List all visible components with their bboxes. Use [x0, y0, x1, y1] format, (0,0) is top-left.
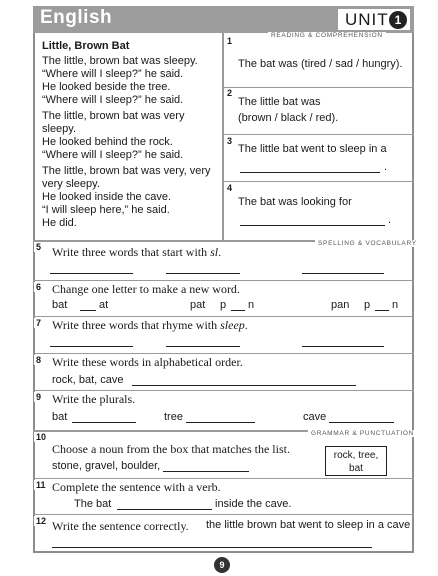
answer-blank[interactable]	[302, 273, 384, 274]
noun-box-line: bat	[349, 463, 363, 474]
story-line: He did.	[42, 217, 77, 229]
divider	[33, 478, 414, 479]
q9-word: bat	[52, 411, 68, 423]
q11-part-a: The bat	[74, 498, 112, 510]
answer-blank[interactable]	[240, 225, 385, 226]
noun-box-line: rock, tree,	[333, 450, 379, 461]
q8-words: rock, bat, cave	[52, 374, 124, 386]
q8-text: Write these words in alphabetical order.	[52, 355, 243, 369]
answer-blank[interactable]	[240, 172, 380, 173]
q7-text: Write three words that rhyme with sleep.	[52, 318, 248, 332]
story-title: Little, Brown Bat	[42, 40, 130, 52]
section-spelling: SPELLING & VOCABULARY	[315, 240, 420, 247]
story-line: “Where will I sleep?” he said.	[42, 68, 184, 80]
answer-blank[interactable]	[302, 346, 384, 347]
question-number: 10	[36, 432, 47, 442]
unit-badge	[338, 9, 410, 30]
story-line: The little, brown bat was very, very	[42, 165, 211, 177]
unit-number: 1	[389, 11, 407, 29]
story-passage	[35, 35, 221, 239]
q11-part-b: inside the cave.	[215, 498, 292, 510]
story-line: very sleepy.	[42, 178, 100, 190]
q6-text: Change one letter to make a new word.	[52, 282, 240, 296]
answer-blank[interactable]	[166, 346, 240, 347]
divider	[33, 316, 414, 317]
question-number: 8	[36, 355, 42, 365]
unit-label: UNIT	[345, 10, 389, 29]
letter-blank[interactable]	[375, 310, 389, 311]
story-line: The little, brown bat was very	[42, 110, 185, 122]
question-number: 3	[227, 136, 233, 146]
q9-word: cave	[303, 411, 327, 423]
q6-word: at	[99, 299, 109, 311]
q2-line2: (brown / black / red).	[238, 112, 339, 124]
q3-period: .	[384, 161, 388, 173]
answer-blank[interactable]	[72, 422, 136, 423]
divider	[33, 353, 414, 354]
section-reading: READING & COMPREHENSION	[268, 32, 386, 39]
page-header	[33, 6, 414, 33]
column-divider	[222, 33, 224, 240]
q6-word: p	[364, 299, 371, 311]
question-number: 4	[227, 183, 233, 193]
answer-blank[interactable]	[186, 422, 255, 423]
letter-blank[interactable]	[231, 310, 245, 311]
divider	[33, 514, 414, 515]
answer-blank[interactable]	[163, 471, 249, 472]
question-number: 5	[36, 242, 42, 252]
divider	[224, 134, 414, 135]
q6-word: n	[392, 299, 399, 311]
question-number: 7	[36, 318, 42, 328]
divider	[224, 87, 414, 88]
q11-text: Complete the sentence with a verb.	[52, 480, 221, 494]
subject-title: English	[40, 7, 113, 28]
q2-line1: The little bat was	[238, 96, 321, 108]
question-number: 2	[227, 88, 233, 98]
page-number: 9	[214, 557, 230, 573]
answer-blank[interactable]	[117, 509, 212, 510]
q1-text: The bat was (tired / sad / hungry).	[238, 58, 403, 70]
q6-word: bat	[52, 299, 68, 311]
noun-word-box	[325, 446, 387, 476]
section-grammar: GRAMMAR & PUNCTUATION	[308, 430, 417, 437]
q6-word: n	[248, 299, 255, 311]
story-line: He looked inside the cave.	[42, 191, 172, 203]
divider	[33, 390, 414, 391]
story-line: “Where will I sleep?” he said.	[42, 149, 184, 161]
story-line: The little, brown bat was sleepy.	[42, 55, 198, 67]
q5-text: Write three words that start with sl.	[52, 245, 222, 259]
letter-blank[interactable]	[80, 310, 96, 311]
q4-text: The bat was looking for	[238, 196, 352, 208]
q6-word: pan	[331, 299, 350, 311]
divider	[224, 181, 414, 182]
question-number: 1	[227, 36, 233, 46]
question-number: 9	[36, 392, 42, 402]
answer-blank[interactable]	[50, 273, 133, 274]
q12-sentence: the little brown bat went to sleep in a cave	[206, 519, 411, 531]
question-number: 12	[36, 516, 47, 526]
q10-text: Choose a noun from the box that matches the list.	[52, 442, 290, 456]
story-line: “Where will I sleep?” he said.	[42, 94, 184, 106]
story-line: “I will sleep here,” he said.	[42, 204, 170, 216]
q9-word: tree	[164, 411, 183, 423]
q12-text: Write the sentence correctly.	[52, 519, 189, 533]
answer-blank[interactable]	[132, 385, 356, 386]
q6-word: pat	[190, 299, 206, 311]
q9-text: Write the plurals.	[52, 392, 136, 406]
answer-blank[interactable]	[50, 346, 133, 347]
answer-blank[interactable]	[52, 547, 372, 548]
q3-text: The little bat went to sleep in a	[238, 143, 387, 155]
divider	[33, 280, 414, 281]
q10-list: stone, gravel, boulder,	[52, 460, 161, 472]
answer-blank[interactable]	[166, 273, 240, 274]
story-line: He looked behind the rock.	[42, 136, 173, 148]
q4-period: .	[388, 214, 392, 226]
q6-word: p	[220, 299, 227, 311]
story-line: sleepy.	[42, 123, 77, 135]
question-number: 11	[36, 480, 46, 490]
question-number: 6	[36, 282, 42, 292]
answer-blank[interactable]	[329, 422, 394, 423]
story-line: He looked beside the tree.	[42, 81, 171, 93]
